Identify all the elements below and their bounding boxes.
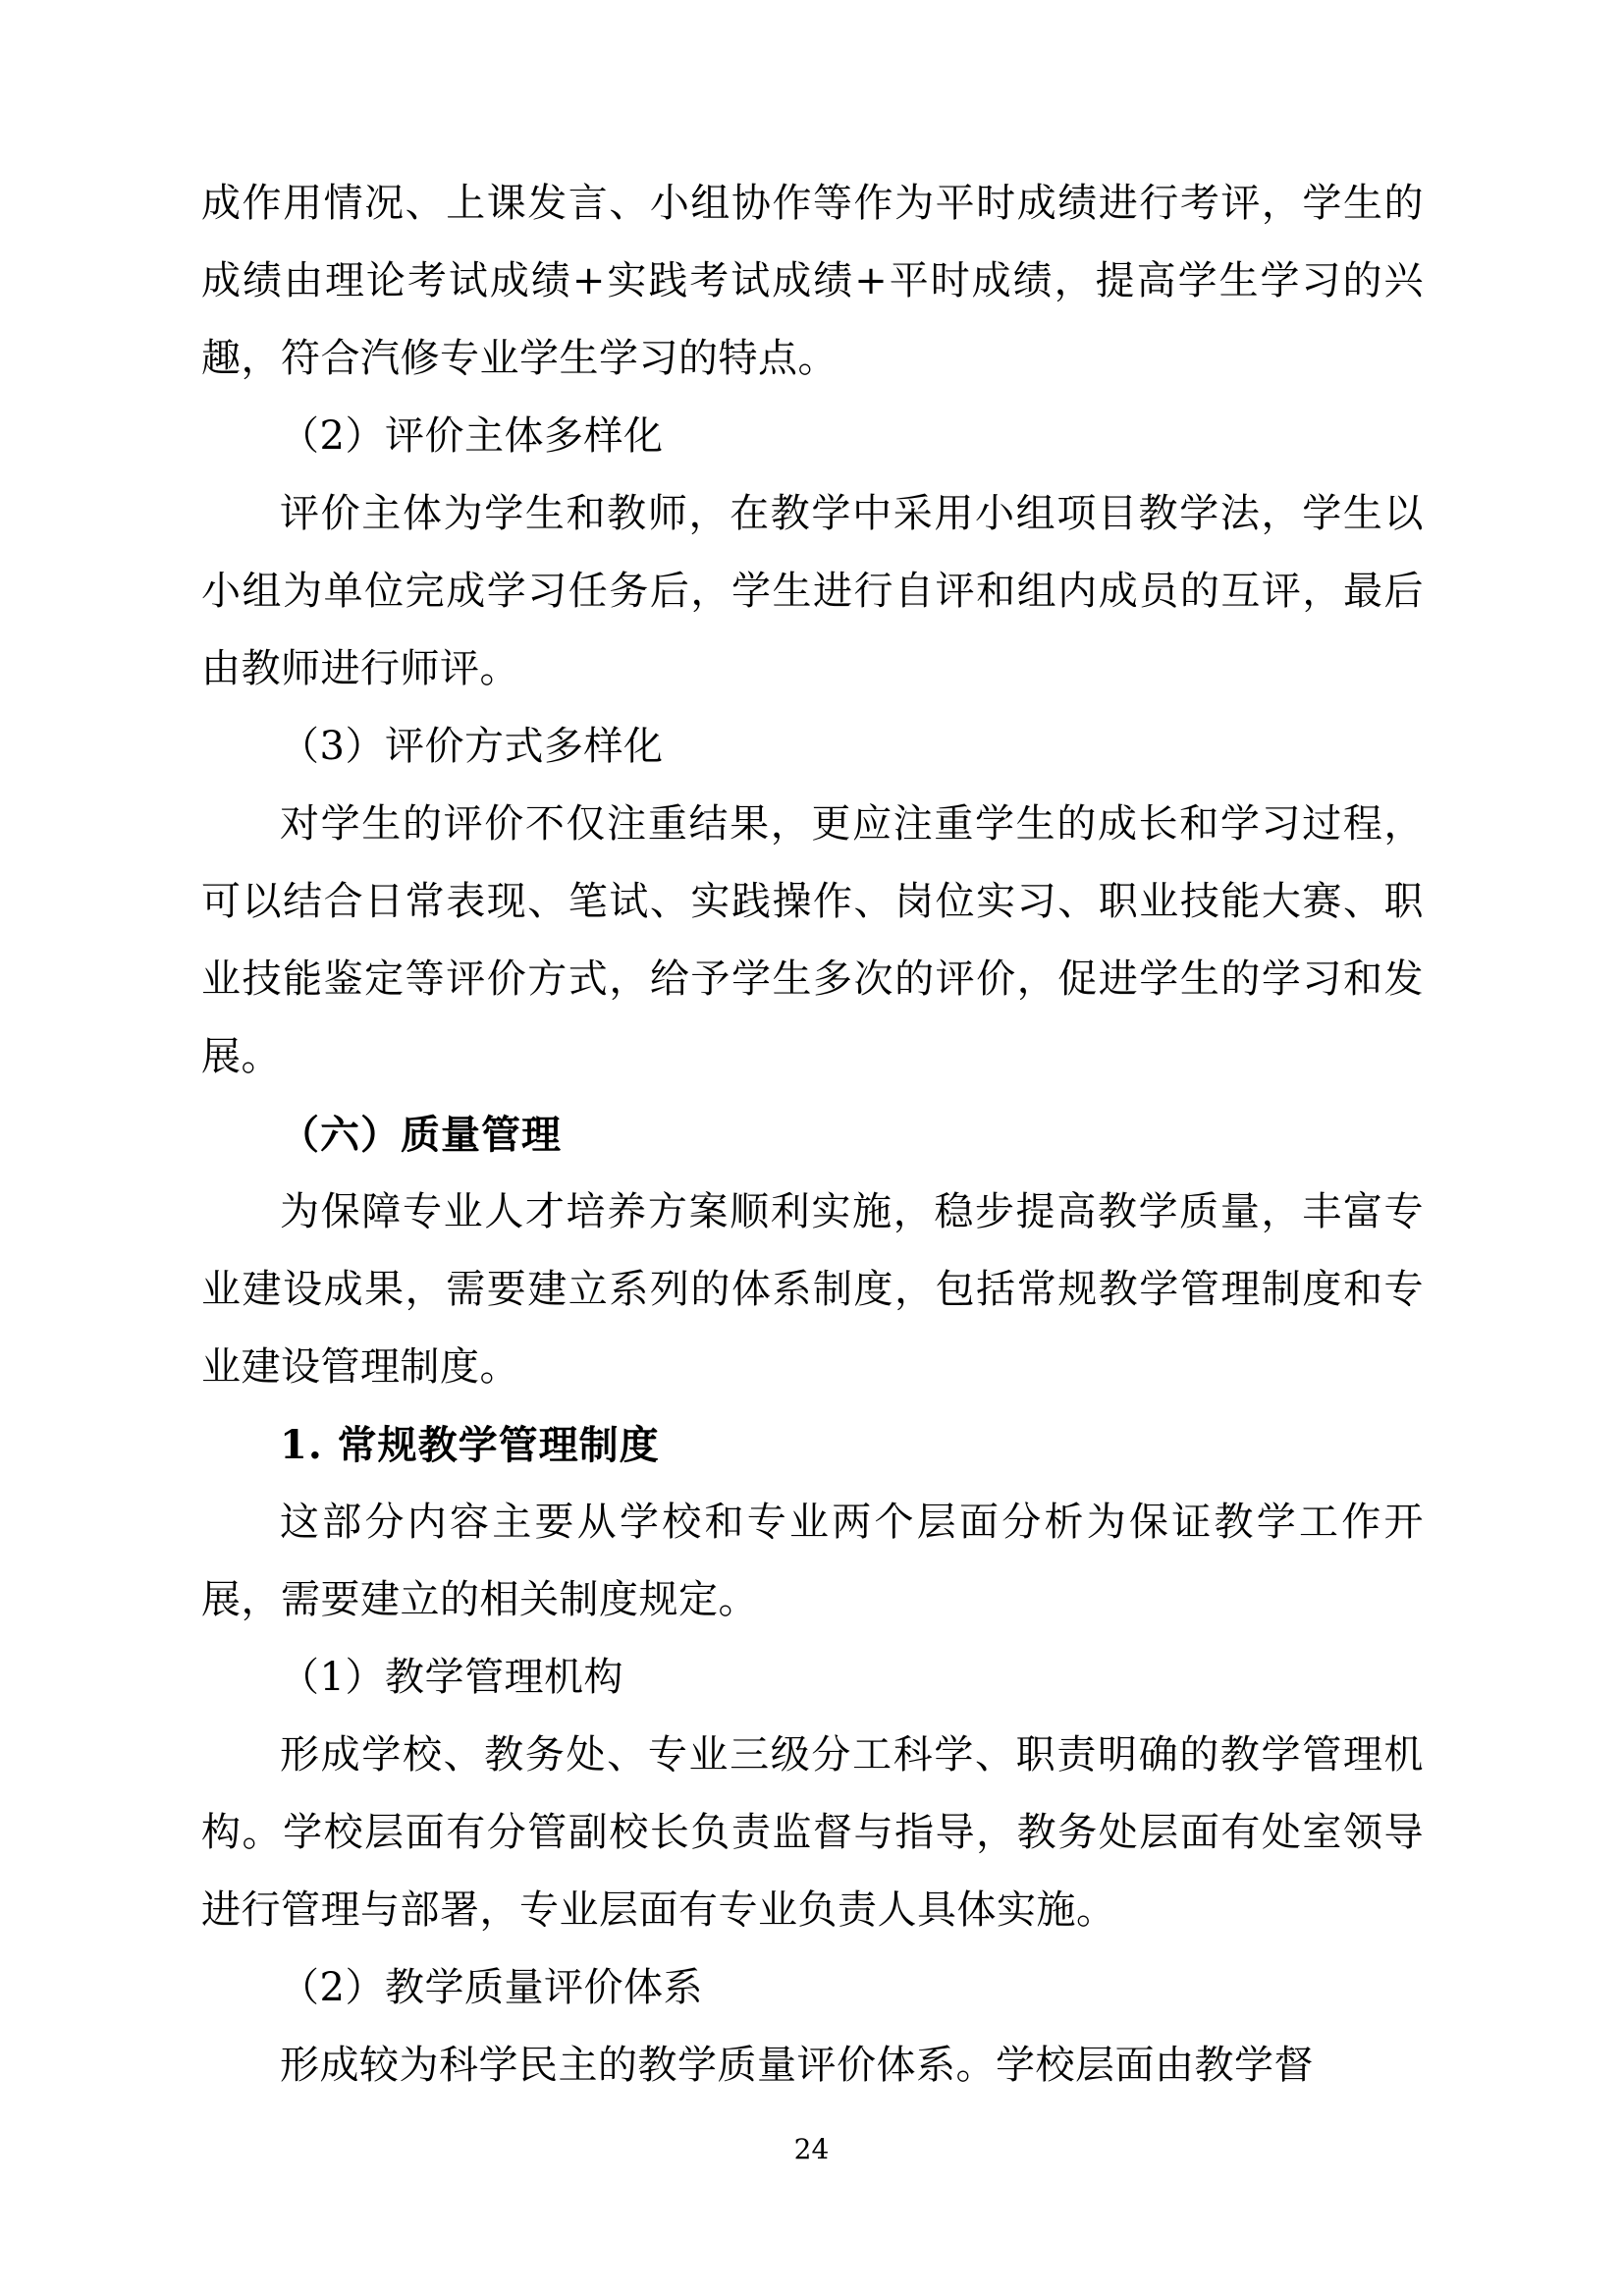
paragraph-assessment-continued: 成作用情况、上课发言、小组协作等作为平时成绩进行考评，学生的成绩由理论考试成绩+实践考试成绩+平时成绩，提高学生学习的兴趣，符合汽修专业学生学习的特点。 (201, 181, 1424, 381)
paragraph-sub-item-2-body: 形成较为科学民主的教学质量评价体系。学校层面由教学督 (280, 2043, 1314, 2088)
paragraph-sub-item-1-title: （1）教学管理机构 (280, 1655, 623, 1700)
paragraph-item-2-body: 评价主体为学生和教师，在教学中采用小组项目教学法，学生以小组为单位完成学习任务后，学生进行自评和组内成员的互评，最后由教师进行师评。 (201, 491, 1424, 691)
paragraph-sub-item-2-title: （2）教学质量评价体系 (280, 1965, 703, 2010)
page-number: 24 (793, 2133, 830, 2165)
paragraph-item-3-title: （3）评价方式多样化 (280, 724, 664, 769)
paragraph-sub-item-1-body: 形成学校、教务处、专业三级分工科学、职责明确的教学管理机构。学校层面有分管副校长负责监督与指导，教务处层面有处室领导进行管理与部署，专业层面有专业负责人具体实施。 (201, 1732, 1424, 1933)
paragraph-item-3-body: 对学生的评价不仅注重结果，更应注重学生的成长和学习过程，可以结合日常表现、笔试、实践操作、岗位实习、职业技能大赛、职业技能鉴定等评价方式，给予学生多次的评价，促进学生的学习和发展。 (201, 801, 1424, 1079)
heading-subsection-1: 1. 常规教学管理制度 (280, 1422, 660, 1468)
page-content (201, 165, 1424, 2105)
paragraph-item-2-title: （2）评价主体多样化 (280, 413, 664, 459)
heading-section-six: （六）质量管理 (280, 1112, 562, 1158)
paragraph-section-six-body: 为保障专业人才培养方案顺利实施，稳步提高教学质量，丰富专业建设成果，需要建立系列的体系制度，包括常规教学管理制度和专业建设管理制度。 (201, 1189, 1424, 1390)
paragraph-subsection-1-body: 这部分内容主要从学校和专业两个层面分析为保证教学工作开展，需要建立的相关制度规定。 (201, 1500, 1424, 1622)
